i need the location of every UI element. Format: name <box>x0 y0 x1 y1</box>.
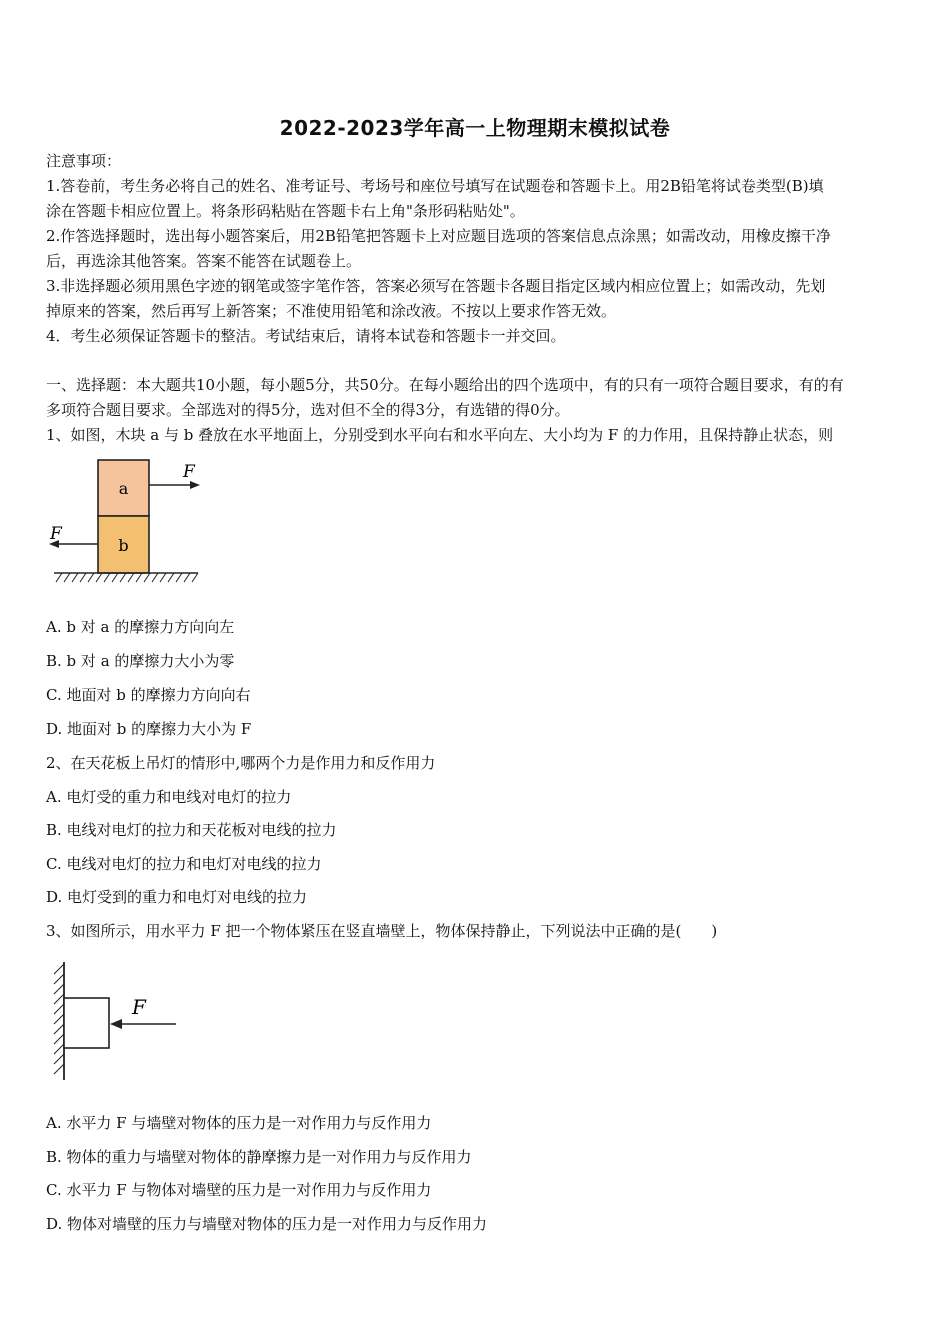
question-2-option-d: D. 电灯受到的重力和电灯对电线的拉力 <box>46 888 308 906</box>
notice-line: 4．考生必须保证答题卡的整洁。考试结束后，请将本试卷和答题卡一并交回。 <box>46 327 566 345</box>
wall-hatching <box>54 964 64 1074</box>
force-label: F <box>132 995 146 1019</box>
notice-heading: 注意事项： <box>46 152 122 170</box>
question-3-option-a: A. 水平力 F 与墙壁对物体的压力是一对作用力与反作用力 <box>46 1114 432 1132</box>
force-right-label: F <box>183 462 195 482</box>
question-3-option-c: C. 水平力 F 与物体对墙壁的压力是一对作用力与反作用力 <box>46 1181 432 1199</box>
question-1-stem: 1、如图，木块 a 与 b 叠放在水平地面上，分别受到水平向右和水平向左、大小均为 F 的力作用，且保持静止状态，则 <box>46 426 834 444</box>
question-1-option-c: C. 地面对 b 的摩擦力方向向右 <box>46 686 251 704</box>
question-2-stem: 2、在天花板上吊灯的情形中,哪两个力是作用力和反作用力 <box>46 754 436 772</box>
notice-line: 后，再选涂其他答案。答案不能答在试题卷上。 <box>46 252 362 270</box>
question-2-option-c: C. 电线对电灯的拉力和电灯对电线的拉力 <box>46 855 322 873</box>
question-1-figure <box>40 455 210 587</box>
question-1-option-b: B. b 对 a 的摩擦力大小为零 <box>46 652 235 670</box>
question-2-option-a: A. 电灯受的重力和电线对电灯的拉力 <box>46 788 292 806</box>
section-instructions: 多项符合题目要求。全部选对的得5分，选对但不全的得3分，有选错的得0分。 <box>46 401 570 419</box>
ground-hatching <box>56 573 198 582</box>
arrowhead-right <box>190 481 200 489</box>
arrowhead <box>110 1019 122 1029</box>
question-3-option-b: B. 物体的重力与墙壁对物体的静摩擦力是一对作用力与反作用力 <box>46 1148 472 1166</box>
question-3-figure <box>40 958 190 1084</box>
question-3-option-d: D. 物体对墙壁的压力与墙壁对物体的压力是一对作用力与反作用力 <box>46 1215 488 1233</box>
notice-line: 1.答卷前，考生务必将自己的姓名、准考证号、考场号和座位号填写在试题卷和答题卡上。用2B铅笔将试卷类型(B)填 <box>46 177 824 195</box>
block-a-label: a <box>118 479 129 498</box>
notice-line: 涂在答题卡相应位置上。将条形码粘贴在答题卡右上角"条形码粘贴处"。 <box>46 202 525 220</box>
section-instructions: 一、选择题：本大题共10小题，每小题5分，共50分。在每小题给出的四个选项中，有的只有一项符合题目要求，有的有 <box>46 376 844 394</box>
question-1-option-a: A. b 对 a 的摩擦力方向向左 <box>46 618 235 636</box>
notice-line: 2.作答选择题时，选出每小题答案后，用2B铅笔把答题卡上对应题目选项的答案信息点涂黑；如需改动，用橡皮擦干净 <box>46 227 831 245</box>
question-2-option-b: B. 电线对电灯的拉力和天花板对电线的拉力 <box>46 821 337 839</box>
notice-line: 3.非选择题必须用黑色字迹的钢笔或签字笔作答，答案必须写在答题卡各题目指定区域内相应位置上；如需改动，先划 <box>46 277 826 295</box>
force-left-label: F <box>50 524 62 544</box>
notice-line: 掉原来的答案，然后再写上新答案；不准使用铅笔和涂改液。不按以上要求作答无效。 <box>46 302 617 320</box>
object-block <box>64 998 109 1048</box>
question-1-option-d: D. 地面对 b 的摩擦力大小为 F <box>46 720 252 738</box>
question-3-stem: 3、如图所示，用水平力 F 把一个物体紧压在竖直墙壁上，物体保持静止，下列说法中正确的是( ) <box>46 922 718 940</box>
page-title: 2022-2023学年高一上物理期末模拟试卷 <box>279 116 671 140</box>
block-b-label: b <box>118 536 129 555</box>
